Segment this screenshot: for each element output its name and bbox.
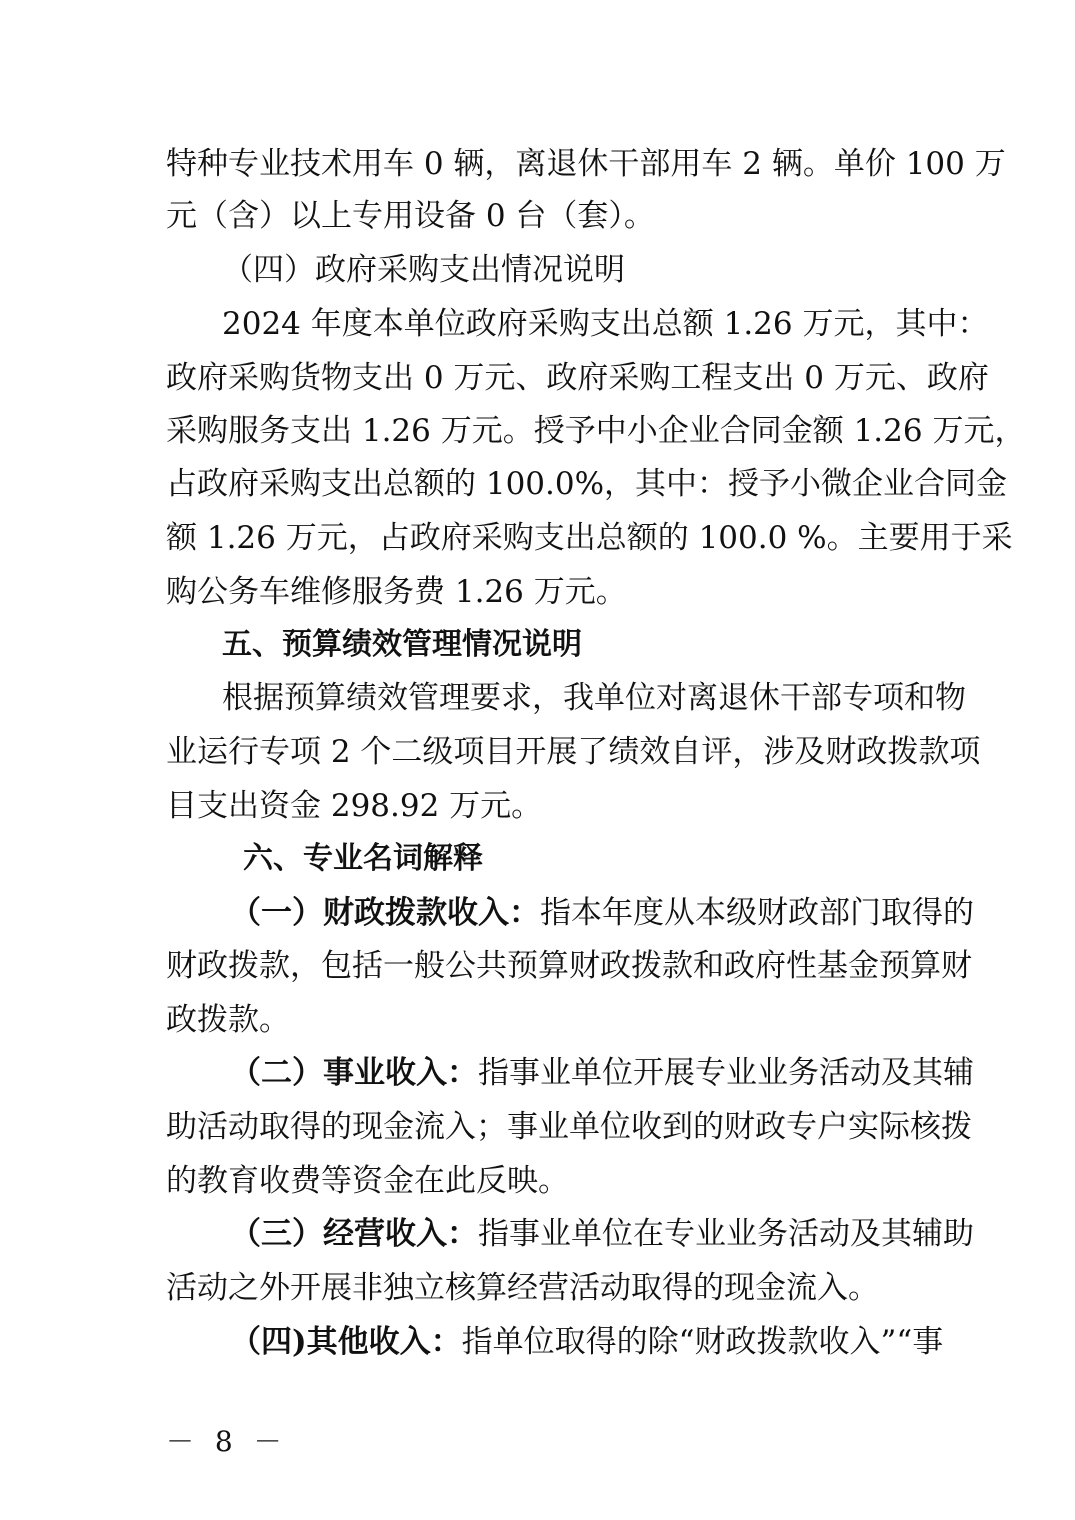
body-line: 元（含）以上专用设备 0 台（套）。 [166, 198, 655, 234]
glossary-definition: 指单位取得的除“财政拨款收入”“事 [461, 1324, 944, 1360]
body-line: 购公务车维修服务费 1.26 万元。 [166, 574, 627, 610]
body-line: 财政拨款，包括一般公共预算财政拨款和政府性基金预算财 [166, 948, 972, 984]
glossary-definition: 指本年度从本级财政部门取得的 [540, 895, 974, 931]
body-line: 2024 年度本单位政府采购支出总额 1.26 万元，其中： [222, 306, 989, 342]
body-line: 助活动取得的现金流入；事业单位收到的财政专户实际核拨 [166, 1109, 972, 1145]
glossary-item-other-income [230, 1316, 944, 1368]
glossary-term: （一）财政拨款收入： [230, 895, 540, 931]
body-line: 占政府采购支出总额的 100.0%，其中：授予小微企业合同金 [166, 466, 1008, 502]
glossary-item-operating-income [230, 1208, 974, 1260]
glossary-term: （三）经营收入： [230, 1216, 478, 1252]
body-line: 政府采购货物支出 0 万元、政府采购工程支出 0 万元、政府 [166, 360, 989, 396]
glossary-item-fiscal-appropriation [230, 887, 974, 939]
body-line: 活动之外开展非独立核算经营活动取得的现金流入。 [166, 1270, 879, 1306]
glossary-term: （四)其他收入： [230, 1324, 462, 1360]
page-number: － 8 － [166, 1425, 288, 1458]
body-line: 额 1.26 万元，占政府采购支出总额的 100.0 %。主要用于采 [166, 520, 1013, 556]
section-heading-glossary: 六、专业名词解释 [243, 841, 483, 876]
body-line: 目支出资金 298.92 万元。 [166, 788, 543, 824]
body-line: 的教育收费等资金在此反映。 [166, 1163, 569, 1199]
section-heading-performance: 五、预算绩效管理情况说明 [222, 627, 582, 662]
glossary-definition: 指事业单位在专业业务活动及其辅助 [478, 1216, 974, 1252]
glossary-definition: 指事业单位开展专业业务活动及其辅 [478, 1055, 974, 1091]
body-line: 根据预算绩效管理要求，我单位对离退休干部专项和物 [222, 680, 966, 716]
body-line: 业运行专项 2 个二级项目开展了绩效自评，涉及财政拨款项 [166, 734, 981, 770]
glossary-item-business-income [230, 1047, 974, 1099]
section-heading-government-procurement: （四）政府采购支出情况说明 [222, 252, 625, 288]
body-line: 政拨款。 [166, 1002, 290, 1038]
glossary-term: （二）事业收入： [230, 1055, 478, 1091]
body-line: 采购服务支出 1.26 万元。授予中小企业合同金额 1.26 万元， [166, 413, 1026, 449]
body-line: 特种专业技术用车 0 辆，离退休干部用车 2 辆。单价 100 万 [166, 146, 1006, 182]
